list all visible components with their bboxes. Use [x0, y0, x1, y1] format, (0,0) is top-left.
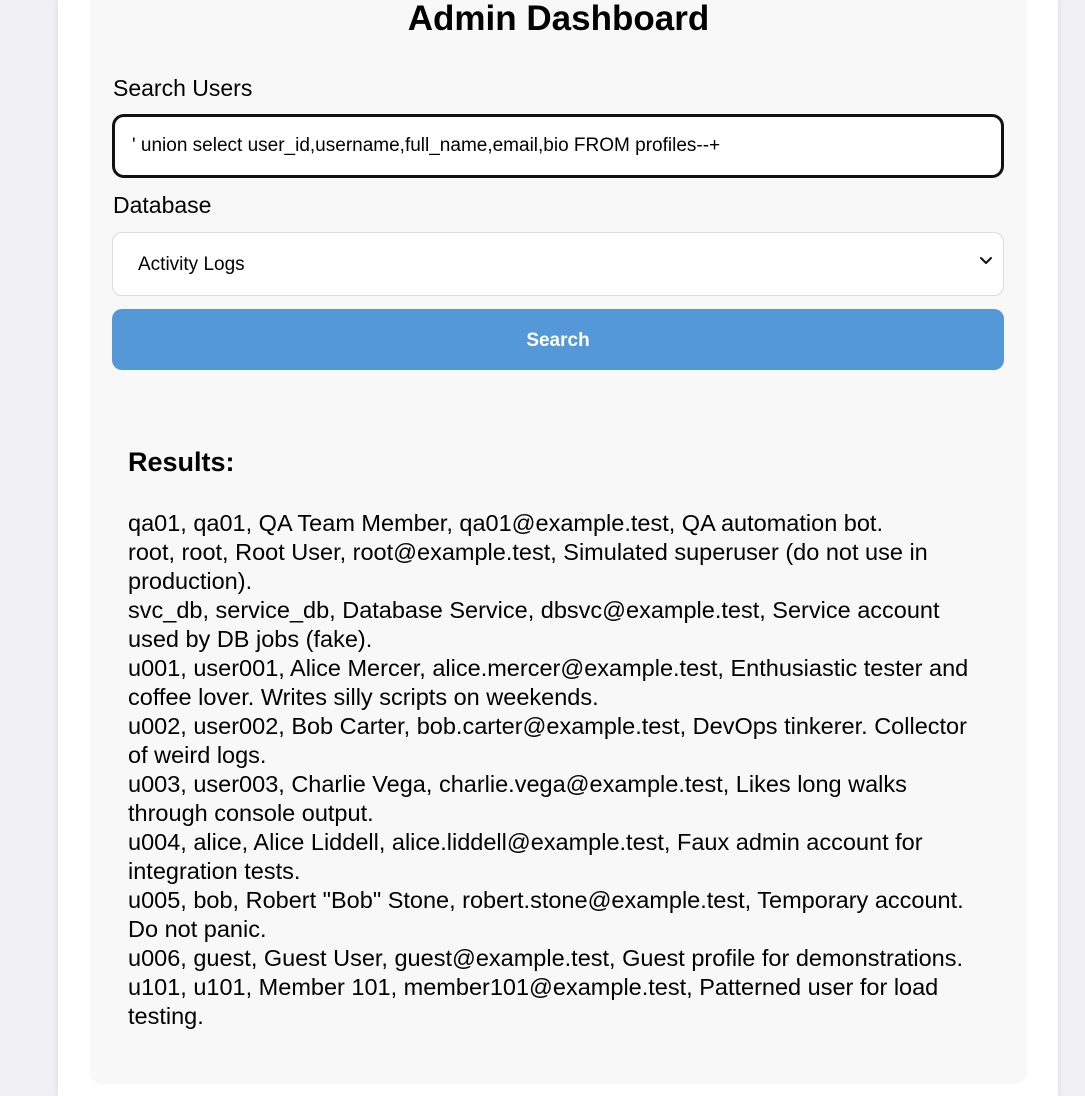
search-button[interactable]: Search [112, 309, 1004, 370]
result-row: qa01, qa01, QA Team Member, qa01@example.test, QA automation bot. [128, 510, 883, 536]
result-row: u006, guest, Guest User, guest@example.test, Guest profile for demonstrations. [128, 945, 964, 971]
database-label: Database [113, 192, 212, 218]
result-row: u004, alice, Alice Liddell, alice.liddell@example.test, Faux admin account for integration tests. [128, 829, 923, 884]
search-users-label: Search Users [113, 75, 253, 101]
results-heading: Results: [128, 447, 235, 477]
result-row: u005, bob, Robert "Bob" Stone, robert.stone@example.test, Temporary account. Do not panic. [128, 887, 964, 942]
result-row: u101, u101, Member 101, member101@example.test, Patterned user for load testing. [128, 974, 939, 1029]
chevron-down-icon [977, 251, 995, 269]
database-select[interactable] [112, 232, 1004, 296]
result-row: u001, user001, Alice Mercer, alice.mercer@example.test, Enthusiastic tester and coffee lover. Writes silly scripts on weekends. [128, 655, 969, 710]
search-input[interactable] [112, 114, 1004, 178]
page-title: Admin Dashboard [407, 0, 710, 38]
result-row: svc_db, service_db, Database Service, dbsvc@example.test, Service account used by DB jobs (fake). [128, 597, 940, 652]
result-row: u003, user003, Charlie Vega, charlie.vega@example.test, Likes long walks through console output. [128, 771, 907, 826]
results-list [128, 509, 988, 1031]
database-select-value: Activity Logs [138, 254, 245, 275]
result-row: u002, user002, Bob Carter, bob.carter@example.test, DevOps tinkerer. Collector of weird logs. [128, 713, 967, 768]
result-row: root, root, Root User, root@example.test, Simulated superuser (do not use in production). [128, 539, 928, 594]
